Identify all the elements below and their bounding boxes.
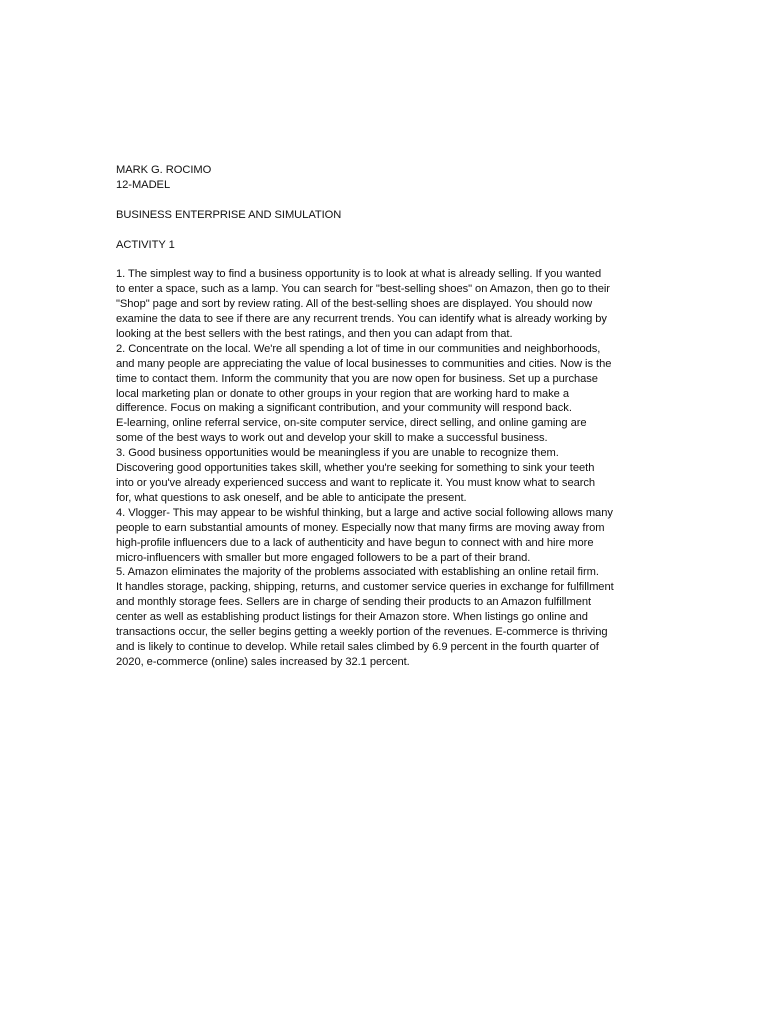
document-title: BUSINESS ENTERPRISE AND SIMULATION xyxy=(116,208,342,221)
body-line: some of the best ways to work out and develop your skill to make a successful business. xyxy=(116,432,548,445)
body-line: people to earn substantial amounts of money. Especially now that many firms are moving away from xyxy=(116,521,605,534)
blank-line xyxy=(116,252,661,267)
blank-line xyxy=(116,223,661,238)
body-line: It handles storage, packing, shipping, returns, and customer service queries in exchange for fulfillment xyxy=(116,581,614,594)
body-line: high-profile influencers due to a lack of authenticity and have begun to connect with and hire more xyxy=(116,536,594,549)
body-line: "Shop" page and sort by review rating. All of the best-selling shoes are displayed. You should now xyxy=(116,298,593,311)
body-line: 2. Concentrate on the local. We're all spending a lot of time in our communities and neighborhoods, xyxy=(116,342,601,355)
body-line: micro-influencers with smaller but more engaged followers to be a part of their brand. xyxy=(116,551,531,564)
body-line: and is likely to continue to develop. While retail sales climbed by 6.9 percent in the fourth quarter of xyxy=(116,640,599,653)
body-line: Discovering good opportunities takes skill, whether you're seeking for something to sink your teeth xyxy=(116,462,595,475)
document-content xyxy=(116,163,661,670)
body-line: and monthly storage fees. Sellers are in charge of sending their products to an Amazon fulfillment xyxy=(116,596,592,609)
body-line: to enter a space, such as a lamp. You can search for "best-selling shoes" on Amazon, then go to their xyxy=(116,283,610,296)
body-line: into or you've already experienced success and want to replicate it. You must know what to search xyxy=(116,476,596,489)
body-line: transactions occur, the seller begins getting a weekly portion of the revenues. E-commerce is thriving xyxy=(116,626,608,639)
body-line: for, what questions to ask oneself, and be able to anticipate the present. xyxy=(116,491,467,504)
body-line: 2020, e-commerce (online) sales increased by 32.1 percent. xyxy=(116,655,410,668)
body-line: examine the data to see if there are any recurrent trends. You can identify what is already working by xyxy=(116,313,607,326)
body-line: 3. Good business opportunities would be meaningless if you are unable to recognize them. xyxy=(116,447,559,460)
body-text xyxy=(116,267,661,669)
class-section: 12-MADEL xyxy=(116,178,171,191)
author-name: MARK G. ROCIMO xyxy=(116,164,212,176)
body-line: looking at the best sellers with the best ratings, and then you can adapt from that. xyxy=(116,327,513,340)
body-line: time to contact them. Inform the community that you are now open for business. Set up a purchase xyxy=(116,372,598,385)
body-line: 1. The simplest way to find a business opportunity is to look at what is already selling. If you wanted xyxy=(116,268,602,281)
blank-line xyxy=(116,193,661,208)
body-line: 5. Amazon eliminates the majority of the problems associated with establishing an online retail firm. xyxy=(116,566,599,579)
body-line: and many people are appreciating the value of local businesses to communities and cities. Now is the xyxy=(116,357,612,370)
activity-heading: ACTIVITY 1 xyxy=(116,238,175,251)
body-line: E-learning, online referral service, on-site computer service, direct selling, and online gaming are xyxy=(116,417,587,430)
body-line: 4. Vlogger- This may appear to be wishful thinking, but a large and active social following allows many xyxy=(116,506,613,519)
body-line: local marketing plan or donate to other groups in your region that are working hard to make a xyxy=(116,387,569,400)
body-line: center as well as establishing product listings for their Amazon store. When listings go online and xyxy=(116,611,588,624)
body-line: difference. Focus on making a significant contribution, and your community will respond back. xyxy=(116,402,572,415)
